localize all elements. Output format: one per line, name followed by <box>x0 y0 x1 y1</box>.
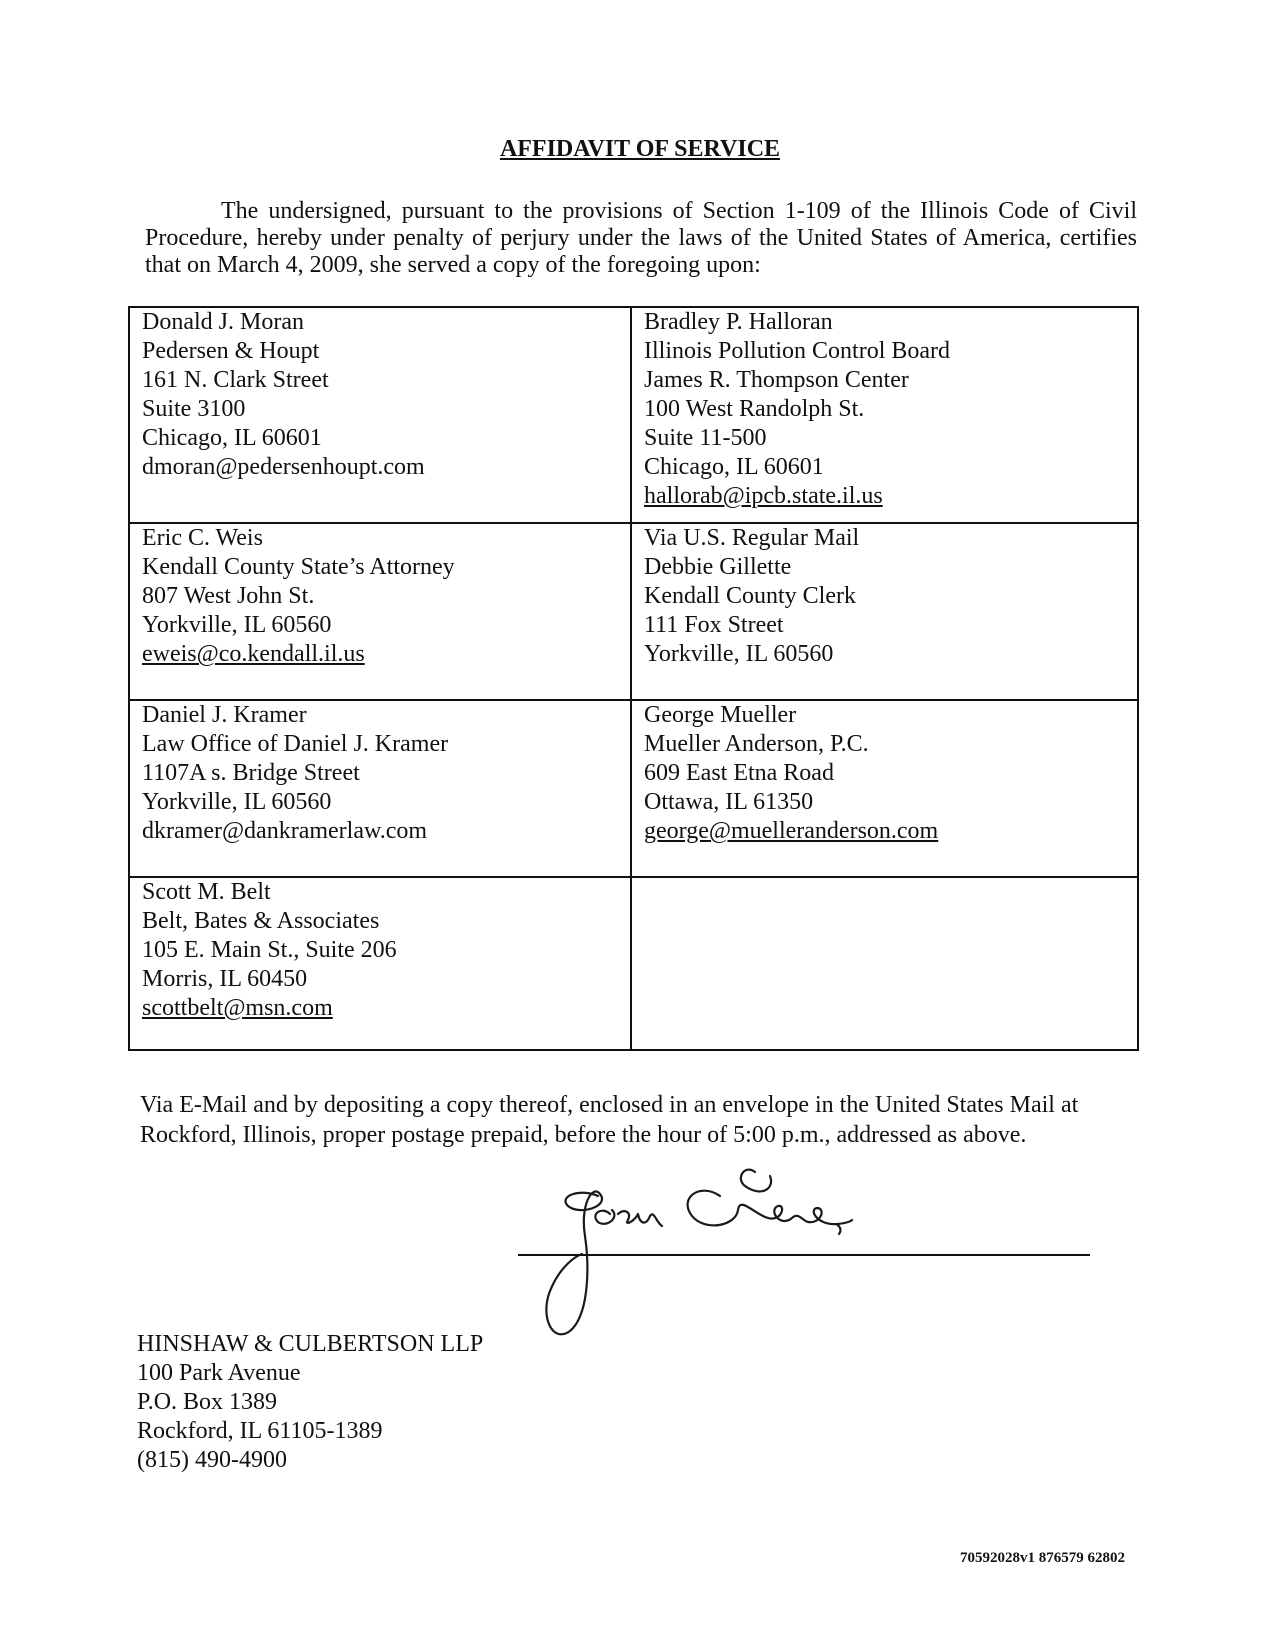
recipient-email: hallorab@ipcb.state.il.us <box>644 483 883 509</box>
recipient-email: eweis@co.kendall.il.us <box>142 641 365 668</box>
recipient-line: Yorkville, IL 60560 <box>142 612 332 639</box>
recipient-line: 100 West Randolph St. <box>644 396 865 422</box>
handwritten-signature <box>540 1166 900 1346</box>
recipient-line: Pedersen & Houpt <box>142 338 320 364</box>
recipient-line: Kendall County Clerk <box>644 583 856 610</box>
firm-address-line: P.O. Box 1389 <box>137 1389 278 1415</box>
recipient-line: 807 West John St. <box>142 583 315 610</box>
recipient-cell <box>631 523 1138 700</box>
recipient-line: Ottawa, IL 61350 <box>644 789 814 816</box>
recipient-email: scottbelt@msn.com <box>142 995 333 1022</box>
service-list-table <box>128 306 1139 1051</box>
recipient-email: dmoran@pedersenhoupt.com <box>142 454 425 480</box>
service-method-note: Via E-Mail and by depositing a copy thereof, enclosed in an envelope in the United States Mail at Rockford, Illinois, proper postage prepaid, before the hour of 5:00 p.m., addressed as above. <box>140 1092 1079 1148</box>
recipient-email: dkramer@dankramerlaw.com <box>142 818 428 845</box>
firm-name: HINSHAW & CULBERTSON LLP <box>137 1331 484 1357</box>
recipient-line: Yorkville, IL 60560 <box>142 789 332 816</box>
recipient-line: Yorkville, IL 60560 <box>644 641 834 668</box>
recipient-cell <box>129 700 631 877</box>
recipient-line: Chicago, IL 60601 <box>142 425 322 451</box>
intro-paragraph: The undersigned, pursuant to the provisions of Section 1-109 of the Illinois Code of Civil Procedure, hereby under penalty of perjury under the laws of the United States of America, certifies that on March 4, 2009, she served a copy of the foregoing upon: <box>145 198 1137 278</box>
recipient-line: Eric C. Weis <box>142 525 263 552</box>
firm-phone: (815) 490-4900 <box>137 1447 287 1473</box>
recipient-line: 161 N. Clark Street <box>142 367 329 393</box>
recipient-cell <box>631 307 1138 523</box>
recipient-line: Belt, Bates & Associates <box>142 908 380 935</box>
recipient-line: Debbie Gillette <box>644 554 792 581</box>
firm-address-block <box>137 1330 483 1475</box>
recipient-cell <box>129 523 631 700</box>
empty-cell <box>631 877 1138 1050</box>
recipient-line: Suite 3100 <box>142 396 246 422</box>
recipient-line: 111 Fox Street <box>644 612 784 639</box>
recipient-line: Via U.S. Regular Mail <box>644 525 860 552</box>
document-title: AFFIDAVIT OF SERVICE <box>499 136 781 162</box>
recipient-line: 609 East Etna Road <box>644 760 834 787</box>
document-id: 70592028v1 876579 62802 <box>960 1550 1125 1566</box>
recipient-email: george@muelleranderson.com <box>644 818 939 845</box>
recipient-line: 1107A s. Bridge Street <box>142 760 360 787</box>
recipient-line: 105 E. Main St., Suite 206 <box>142 937 397 964</box>
recipient-line: Morris, IL 60450 <box>142 966 308 993</box>
firm-address-line: 100 Park Avenue <box>137 1360 301 1386</box>
recipient-cell <box>129 877 631 1050</box>
recipient-line: Daniel J. Kramer <box>142 702 307 729</box>
recipient-line: Bradley P. Halloran <box>644 309 833 335</box>
recipient-line: Donald J. Moran <box>142 309 304 335</box>
recipient-line: Illinois Pollution Control Board <box>644 338 951 364</box>
recipient-cell <box>129 307 631 523</box>
firm-city: Rockford, IL 61105-1389 <box>137 1418 383 1444</box>
signature-line <box>518 1254 1090 1256</box>
recipient-line: George Mueller <box>644 702 797 729</box>
recipient-line: Law Office of Daniel J. Kramer <box>142 731 449 758</box>
recipient-line: James R. Thompson Center <box>644 367 909 393</box>
recipient-line: Suite 11-500 <box>644 425 767 451</box>
recipient-line: Chicago, IL 60601 <box>644 454 824 480</box>
recipient-cell <box>631 700 1138 877</box>
recipient-line: Kendall County State’s Attorney <box>142 554 455 581</box>
recipient-line: Scott M. Belt <box>142 879 271 906</box>
recipient-line: Mueller Anderson, P.C. <box>644 731 869 758</box>
